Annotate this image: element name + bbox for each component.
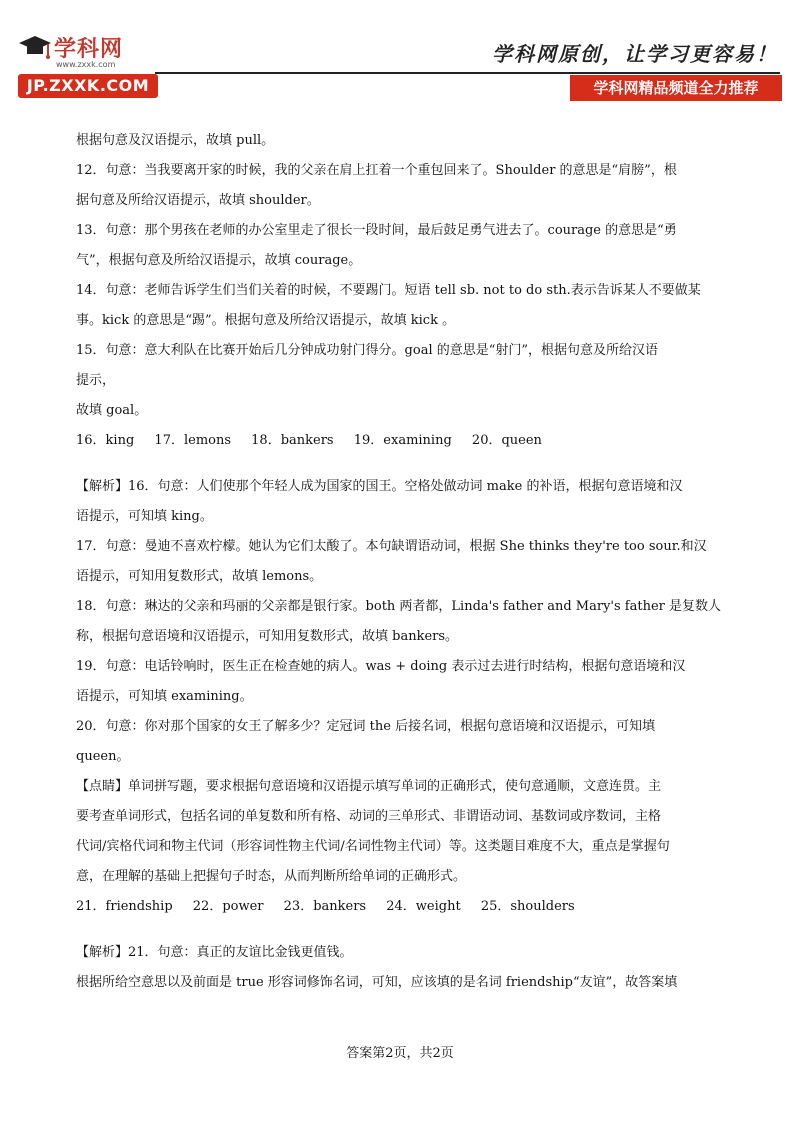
header-slogan: 学科网原创，让学习更容易！ — [492, 42, 778, 66]
site-logo[interactable] — [14, 30, 154, 100]
text-line: 语提示，可知填 king。 — [76, 509, 213, 524]
text-line: 据句意及所给汉语提示，故填 shoulder。 — [76, 193, 320, 208]
text-block-1 — [76, 126, 724, 426]
answer-row-21-25 — [76, 892, 724, 922]
text-line: 【解析】21．句意：真正的友谊比金钱更值钱。 — [76, 945, 353, 960]
logo-badge: JP.ZXXK.COM — [18, 74, 158, 98]
text-line: 根据所给空意思以及前面是 true 形容词修饰名词，可知，应该填的是名词 friendship“友谊”，故答案填 — [76, 975, 678, 990]
text-line: 20．句意：你对那个国家的女王了解多少？定冠词 the 后接名词，根据句意语境和汉语提示，可知填 — [76, 719, 656, 734]
text-line: 语提示，可知用复数形式，故填 lemons。 — [76, 569, 323, 584]
text-line: 气”，根据句意及所给汉语提示，故填 courage。 — [76, 253, 362, 268]
spacer — [76, 456, 724, 472]
answer-item: 21．friendship — [76, 899, 173, 914]
answer-row-16-20 — [76, 426, 724, 456]
text-block-2 — [76, 472, 724, 892]
answer-item: 22．power — [192, 899, 264, 914]
answer-item: 25．shoulders — [480, 899, 575, 914]
answer-item: 16．king — [76, 433, 135, 448]
spacer — [76, 922, 724, 938]
logo-text: 学科网 — [54, 37, 124, 62]
text-line: 12．句意：当我要离开家的时候，我的父亲在肩上扛着一个重包回来了。Shoulder 的意思是“肩膀”，根 — [76, 163, 677, 178]
text-block-3 — [76, 938, 724, 998]
page-footer: 答案第2页，共2页 — [346, 1046, 454, 1061]
answer-content — [76, 126, 724, 998]
graduation-cap-icon — [18, 34, 52, 62]
header-divider — [155, 72, 780, 74]
text-line: 【点睛】单词拼写题，要求根据句意语境和汉语提示填写单词的正确形式，使句意通顺，文意连贯。主 — [76, 779, 662, 794]
answer-item: 18．bankers — [251, 433, 334, 448]
text-line: 称，根据句意语境和汉语提示，可知用复数形式，故填 bankers。 — [76, 629, 459, 644]
text-line: 14．句意：老师告诉学生们当们关着的时候，不要踢门。短语 tell sb. not to do sth.表示告诉某人不要做某 — [76, 283, 701, 298]
text-line: 提示， — [76, 373, 116, 388]
text-line: 要考查单词形式，包括名词的单复数和所有格、动词的三单形式、非谓语动词、基数词或序数词，主格 — [76, 809, 662, 824]
text-line: 18．句意：琳达的父亲和玛丽的父亲都是银行家。both 两者都，Linda's father and Mary's father 是复数人 — [76, 599, 722, 614]
text-line: queen。 — [76, 749, 130, 764]
promo-banner[interactable]: 学科网精品频道全力推荐 — [570, 75, 782, 101]
answer-item: 23．bankers — [283, 899, 367, 914]
answer-item: 17．lemons — [154, 433, 232, 448]
text-line: 故填 goal。 — [76, 403, 148, 418]
text-line: 代词/宾格代词和物主代词（形容词性物主代词/名词性物主代词）等。这类题目难度不大，重点是掌握句 — [76, 839, 670, 854]
text-line: 19．句意：电话铃响时，医生正在检查她的病人。was + doing 表示过去进行时结构，根据句意语境和汉 — [76, 659, 686, 674]
text-line: 15．句意：意大利队在比赛开始后几分钟成功射门得分。goal 的意思是“射门”，根据句意及所给汉语 — [76, 343, 659, 358]
page-header — [0, 0, 800, 110]
text-line: 事。kick 的意思是“踢”。根据句意及所给汉语提示，故填 kick 。 — [76, 313, 456, 328]
answer-item: 24．weight — [386, 899, 461, 914]
text-line: 根据句意及汉语提示，故填 pull。 — [76, 133, 275, 148]
logo-url: www.zxxk.com — [56, 60, 116, 69]
text-line: 意，在理解的基础上把握句子时态，从而判断所给单词的正确形式。 — [76, 869, 467, 884]
answer-item: 20．queen — [471, 433, 542, 448]
text-line: 17．句意：曼迪不喜欢柠檬。她认为它们太酸了。本句缺谓语动词，根据 She thinks they're too sour.和汉 — [76, 539, 707, 554]
answer-item: 19．examining — [353, 433, 452, 448]
text-line: 【解析】16．句意：人们使那个年轻人成为国家的国王。空格处做动词 make 的补语，根据句意语境和汉 — [76, 479, 683, 494]
text-line: 13．句意：那个男孩在老师的办公室里走了很长一段时间，最后鼓足勇气进去了。courage 的意思是“勇 — [76, 223, 677, 238]
text-line: 语提示，可知填 examining。 — [76, 689, 253, 704]
